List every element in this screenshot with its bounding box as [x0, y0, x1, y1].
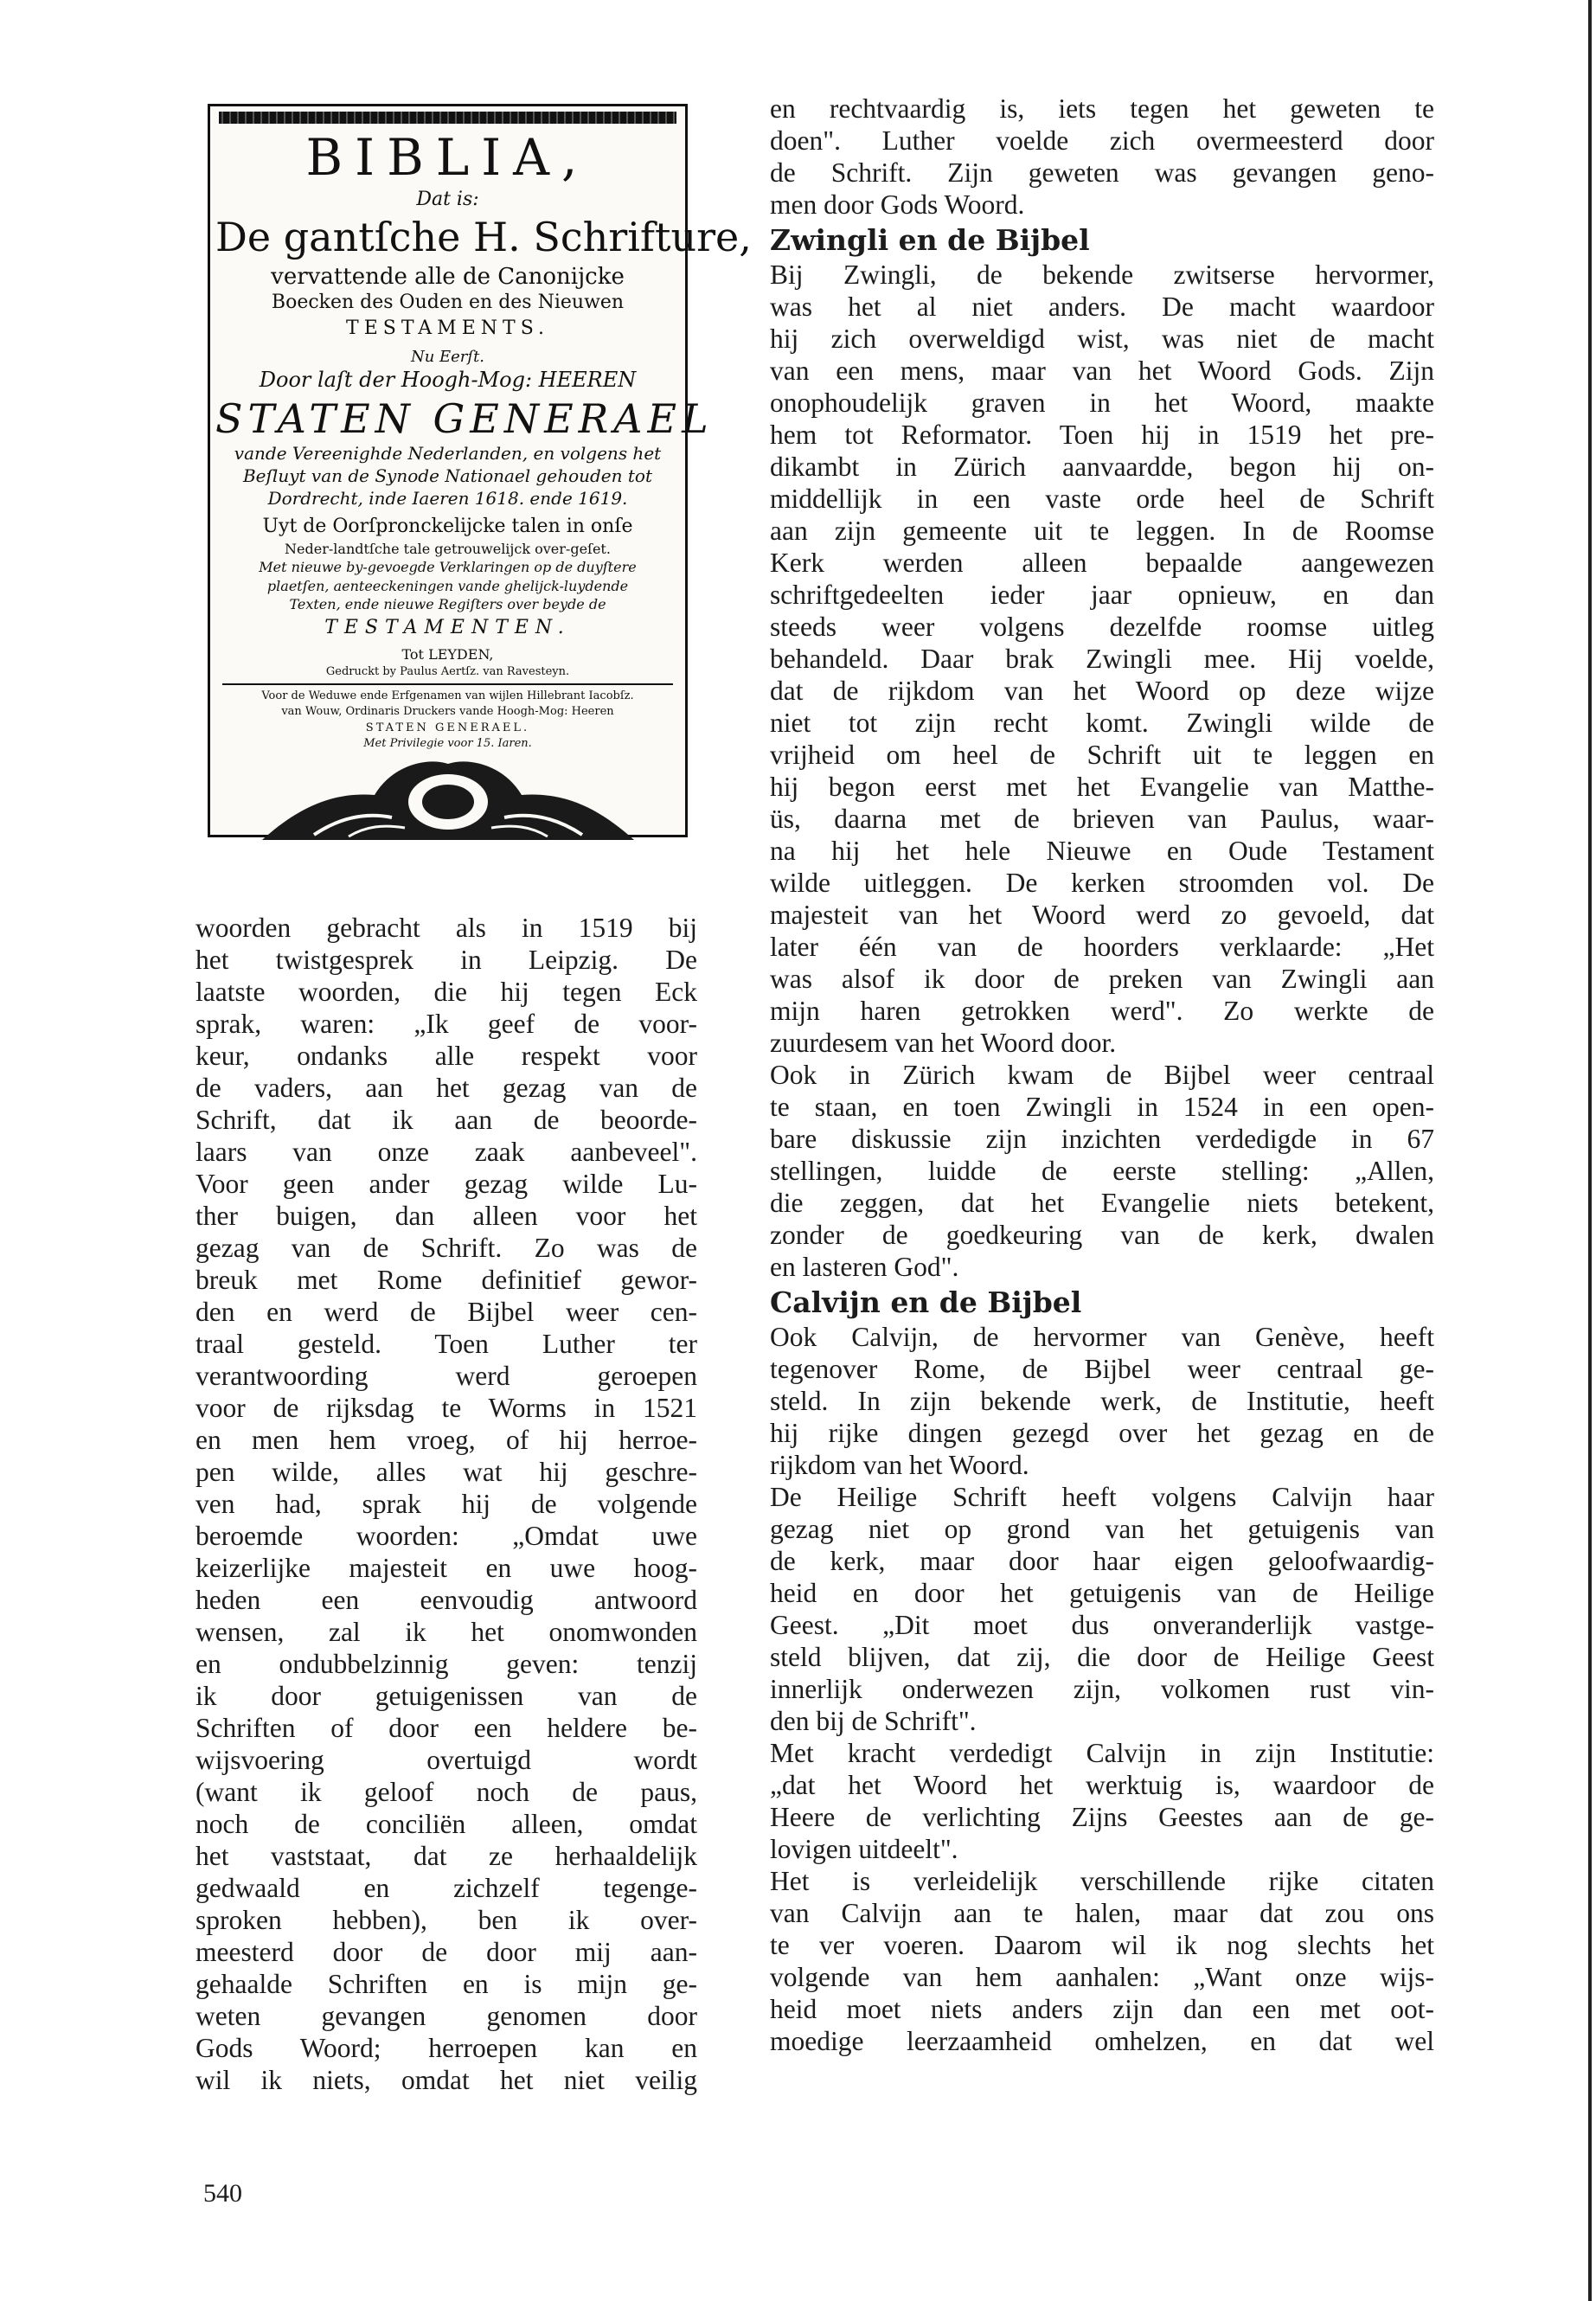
text-line: de kerk, maar door haar eigen geloofwaardig- — [770, 1546, 1434, 1576]
text-line: tegenover Rome, de Bijbel weer centraal ge- — [770, 1354, 1434, 1384]
text-line: hij rijke dingen gezegd over het gezag en de — [770, 1418, 1434, 1448]
text-line: hem tot Reformator. Toen hij in 1519 het pre- — [770, 420, 1434, 450]
text-line: steld blijven, dat zij, die door de Heilige Geest — [770, 1642, 1434, 1672]
text-line: weten gevangen genomen door — [195, 2001, 697, 2031]
text-line: Kerk werden alleen bepaalde aangewezen — [770, 548, 1434, 578]
text-line: breuk met Rome definitief gewor- — [195, 1265, 697, 1295]
text-line: sproken hebben), ben ik over- — [195, 1905, 697, 1935]
text-line: ven had, sprak hij de volgende — [195, 1489, 697, 1519]
text-line: pen wilde, alles wat hij geschre- — [195, 1457, 697, 1487]
title-rule — [222, 683, 673, 685]
text-line: „dat het Woord het werktuig is, waardoor de — [770, 1770, 1434, 1800]
text-line: keur, ondanks alle respekt voor — [195, 1041, 697, 1071]
text-line: het twistgesprek in Leipzig. De — [195, 945, 697, 975]
text-line: volgende van hem aanhalen: „Want onze wijs- — [770, 1962, 1434, 1992]
right-column-text — [770, 93, 1434, 2057]
text-line: laatste woorden, die hij tegen Eck — [195, 977, 697, 1007]
text-line: onophoudelijk graven in het Woord, maakte — [770, 388, 1434, 418]
text-line: Voor geen ander gezag wilde Lu- — [195, 1169, 697, 1199]
title-line: Met Privilegie voor 15. Iaren. — [363, 736, 532, 750]
title-line: Uyt de Oorſpronckelijcke talen in onſe — [262, 516, 633, 538]
text-line: was alsof ik door de preken van Zwingli aan — [770, 964, 1434, 994]
title-line: Tot LEYDEN, — [401, 646, 494, 663]
text-line: heid moet niets anders zijn dan een met oot- — [770, 1994, 1434, 2024]
text-line: gehaalde Schriften en is mijn ge- — [195, 1969, 697, 1999]
title-biblia: BIBLIA, — [305, 128, 590, 187]
text-line: den en werd de Bijbel weer cen- — [195, 1297, 697, 1327]
text-line: men door Gods Woord. — [770, 189, 1025, 220]
title-line: Door laſt der Hoogh-Mog: HEEREN — [259, 368, 637, 393]
text-line: (want ik geloof noch de paus, — [195, 1777, 697, 1807]
text-line: noch de conciliën alleen, omdat — [195, 1809, 697, 1839]
text-line: mijn haren getrokken werd". Zo werkte de — [770, 996, 1434, 1026]
title-line: van Wouw, Ordinaris Druckers vande Hoogh-Mog: Heeren — [281, 705, 614, 719]
text-line: Heere de verlichting Zijns Geestes aan de ge- — [770, 1802, 1434, 1832]
text-line: gezag niet op grond van het getuigenis van — [770, 1514, 1434, 1544]
text-line: steld. In zijn bekende werk, de Institutie, heeft — [770, 1386, 1434, 1416]
text-line: lovigen uitdeelt". — [770, 1834, 958, 1864]
text-line: ther buigen, dan alleen voor het — [195, 1201, 697, 1231]
text-line: rijkdom van het Woord. — [770, 1450, 1029, 1480]
title-gantsche-schrifture: De gantſche H. Schrifture, — [215, 213, 752, 260]
text-line: Bij Zwingli, de bekende zwitserse hervormer, — [770, 260, 1434, 290]
text-line: steeds weer volgens dezelfde roomse uitleg — [770, 612, 1434, 642]
text-line: van een mens, maar van het Woord Gods. Zijn — [770, 356, 1434, 386]
text-line: wilde uitleggen. De kerken stroomden vol. De — [770, 868, 1434, 898]
ornament-emblem-icon — [262, 757, 634, 840]
text-line: Ook in Zürich kwam de Bijbel weer centraal — [770, 1060, 1434, 1090]
text-line: heid en door het getuigenis van de Heilige — [770, 1578, 1434, 1608]
text-line: niet tot zijn recht komt. Zwingli wilde de — [770, 708, 1434, 738]
text-line: Gods Woord; herroepen kan en — [195, 2033, 697, 2063]
text-line: sprak, waren: „Ik geef de voor- — [195, 1009, 697, 1039]
title-line: Neder-landtſche tale getrouwelijck over-geſet. — [285, 540, 611, 557]
title-testaments: TESTAMENTS. — [346, 317, 549, 340]
text-line: gezag van de Schrift. Zo was de — [195, 1233, 697, 1263]
text-line: zonder de goedkeuring van de kerk, dwalen — [770, 1220, 1434, 1250]
text-line: en rechtvaardig is, iets tegen het geweten te — [770, 93, 1434, 124]
heading-calvijn-en-de-bijbel: Calvijn en de Bijbel — [770, 1285, 1082, 1319]
text-line: hij zich overweldigd wist, was niet de macht — [770, 324, 1434, 354]
text-line: wil ik niets, omdat het niet veilig — [195, 2065, 697, 2095]
text-line: Geest. „Dit moet dus onveranderlijk vastge- — [770, 1610, 1434, 1640]
text-line: aan zijn gemeente uit te leggen. In de Roomse — [770, 516, 1434, 546]
text-line: bare diskussie zijn inzichten verdedigde in 67 — [770, 1124, 1434, 1154]
text-line: den bij de Schrift". — [770, 1706, 977, 1736]
text-line: na hij het hele Nieuwe en Oude Testament — [770, 836, 1434, 866]
text-line: meesterd door de door mij aan- — [195, 1937, 697, 1967]
text-line: laars van onze zaak aanbeveel". — [195, 1137, 697, 1167]
title-line: plaetſen, aenteeckeningen vande ghelijck-luydende — [266, 577, 629, 594]
title-line: Voor de Weduwe ende Erfgenamen van wijlen Hillebrant Iacobſz. — [261, 689, 634, 702]
text-line: stellingen, luidde de eerste stelling: „Allen, — [770, 1156, 1434, 1186]
heading-zwingli-en-de-bijbel: Zwingli en de Bijbel — [770, 223, 1090, 257]
text-line: behandeld. Daar brak Zwingli mee. Hij voelde, — [770, 644, 1434, 674]
text-line: dikambt in Zürich aanvaardde, begon hij on- — [770, 452, 1434, 482]
text-line: moedige leerzaamheid omhelzen, en dat wel — [770, 2026, 1434, 2056]
text-line: keizerlijke majesteit en uwe hoog- — [195, 1553, 697, 1583]
text-line: de vaders, aan het gezag van de — [195, 1073, 697, 1103]
text-line: De Heilige Schrift heeft volgens Calvijn haar — [770, 1482, 1434, 1512]
title-line: Gedruckt by Paulus Aertſz. van Ravesteyn. — [325, 664, 570, 678]
text-line: wijsvoering overtuigd wordt — [195, 1745, 697, 1775]
text-line: ik door getuigenissen van de — [195, 1681, 697, 1711]
text-line: majesteit van het Woord werd zo gevoeld, dat — [770, 900, 1434, 930]
text-line: Ook Calvijn, de hervormer van Genève, heeft — [770, 1322, 1434, 1352]
text-line: gedwaald en zichzelf tegenge- — [195, 1873, 697, 1903]
title-line: vande Vereenighde Nederlanden, en volgens het — [234, 443, 662, 465]
text-line: het vaststaat, dat ze herhaaldelijk — [195, 1841, 697, 1871]
text-line: Met kracht verdedigt Calvijn in zijn Institutie: — [770, 1738, 1434, 1768]
text-line: Het is verleidelijk verschillende rijke citaten — [770, 1866, 1434, 1896]
text-line: en lasteren God". — [770, 1252, 959, 1282]
text-line: en ondubbelzinnig geven: tenzij — [195, 1649, 697, 1679]
text-line: die zeggen, dat het Evangelie niets betekent, — [770, 1188, 1434, 1218]
title-line: STATEN GENERAEL. — [365, 721, 530, 734]
title-line: vervattende alle de Canonijcke — [271, 263, 625, 290]
title-line: Boecken des Ouden en des Nieuwen — [271, 292, 625, 314]
title-line: Nu Eerſt. — [410, 347, 485, 366]
text-line: heden een eenvoudig antwoord — [195, 1585, 697, 1615]
text-line: wensen, zal ik het onomwonden — [195, 1617, 697, 1647]
text-line: verantwoording werd geroepen — [195, 1361, 697, 1391]
title-line: Beſluyt van de Synode Nationael gehouden tot — [242, 465, 652, 487]
biblia-title-page-image — [208, 104, 752, 837]
text-line: de Schrift. Zijn geweten was gevangen geno- — [770, 157, 1434, 188]
text-line: te staan, en toen Zwingli in 1524 in een open- — [770, 1092, 1434, 1122]
text-line: was het al niet anders. De macht waardoor — [770, 292, 1434, 322]
text-line: doen". Luther voelde zich overmeesterd door — [770, 125, 1434, 156]
text-line: van Calvijn aan te halen, maar dat zou ons — [770, 1898, 1434, 1928]
text-line: schriftgedeelten ieder jaar opnieuw, en dan — [770, 580, 1434, 610]
text-line: Schrift, dat ik aan de beoorde- — [195, 1105, 697, 1135]
title-dat-is: Dat is: — [416, 188, 479, 210]
text-line: woorden gebracht als in 1519 bij — [195, 913, 697, 943]
title-testamenten: TESTAMENTEN. — [324, 616, 571, 638]
text-line: hij begon eerst met het Evangelie van Matthe- — [770, 772, 1434, 802]
text-line: en men hem vroeg, of hij herroe- — [195, 1425, 697, 1455]
title-line: Dordrecht, inde Iaeren 1618. ende 1619. — [267, 488, 628, 510]
text-line: traal gesteld. Toen Luther ter — [195, 1329, 697, 1359]
ornamental-bar — [219, 112, 676, 124]
left-column-text — [195, 912, 697, 2096]
text-line: innerlijk onderwezen zijn, volkomen rust vin- — [770, 1674, 1434, 1704]
text-line: zuurdesem van het Woord door. — [770, 1028, 1117, 1058]
page-number: 540 — [203, 2179, 242, 2208]
text-line: vrijheid om heel de Schrift uit te leggen en — [770, 740, 1434, 770]
scan-edge-line — [1588, 0, 1592, 2301]
text-line: üs, daarna met de brieven van Paulus, waar- — [770, 804, 1434, 834]
title-line: Texten, ende nieuwe Regiſters over beyde de — [289, 596, 606, 613]
text-line: dat de rijkdom van het Woord op deze wijze — [770, 676, 1434, 706]
title-staten-generael: STATEN GENERAEL — [215, 394, 714, 442]
title-line: Met nieuwe by-gevoegde Verklaringen op de duyſtere — [259, 559, 637, 576]
text-line: middellijk in een vaste orde heel de Schrift — [770, 484, 1434, 514]
text-line: later één van de hoorders verklaarde: „Het — [770, 932, 1434, 962]
text-line: te ver voeren. Daarom wil ik nog slechts het — [770, 1930, 1434, 1960]
text-line: beroemde woorden: „Omdat uwe — [195, 1521, 697, 1551]
text-line: voor de rijksdag te Worms in 1521 — [195, 1393, 697, 1423]
text-line: Schriften of door een heldere be- — [195, 1713, 697, 1743]
